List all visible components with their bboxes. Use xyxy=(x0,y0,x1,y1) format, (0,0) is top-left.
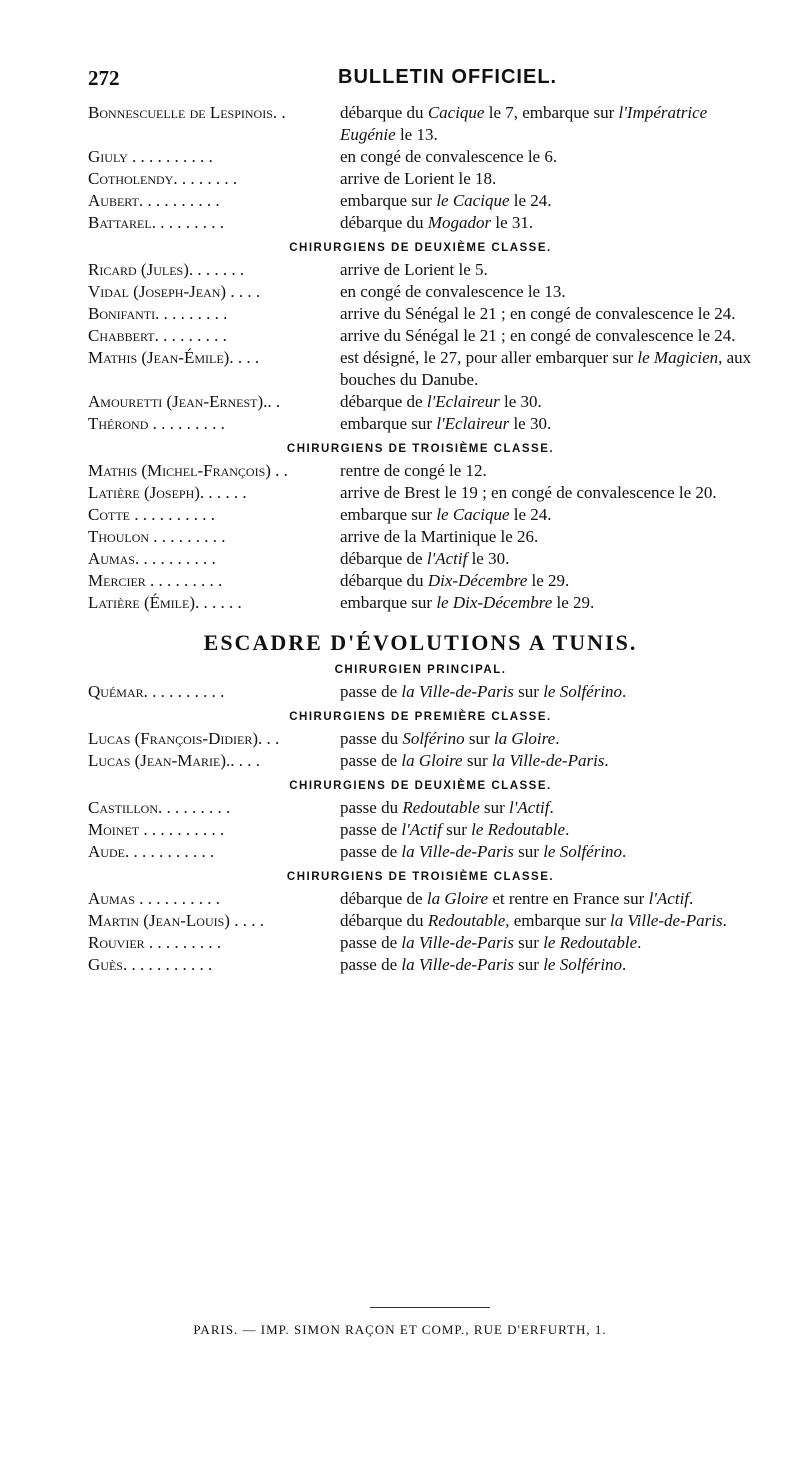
list-item xyxy=(88,750,753,772)
ship-name: le Cacique xyxy=(436,191,510,210)
text-run: . xyxy=(555,729,560,748)
assignment-text xyxy=(340,954,753,976)
text-run: sur xyxy=(441,820,472,839)
surgeon-name: Mathis (Michel-François) . . xyxy=(88,461,288,480)
page-content xyxy=(88,102,753,976)
text-run: rentre de congé le 12. xyxy=(340,461,487,480)
assignment-text xyxy=(340,526,753,548)
text-run: . xyxy=(689,889,694,908)
text-run: débarque de xyxy=(340,889,427,908)
ship-name: Redoutable xyxy=(402,798,480,817)
ship-name: l'Actif xyxy=(401,820,442,839)
page-number: 272 xyxy=(88,66,120,90)
text-run: le 30. xyxy=(509,414,552,433)
surgeon-name: Lucas (Jean-Marie).. . . . xyxy=(88,751,261,770)
text-run: arrive du Sénégal le 21 ; en congé de convalescence le 24. xyxy=(340,326,736,345)
list-item xyxy=(88,819,753,841)
text-run: . xyxy=(622,682,627,701)
surgeon-name: Thoulon . . . . . . . . . xyxy=(88,527,226,546)
list-item xyxy=(88,504,753,526)
text-run: en congé de convalescence le 6. xyxy=(340,147,558,166)
text-run: le 29. xyxy=(527,571,570,590)
text-run: . xyxy=(622,842,627,861)
text-run: sur xyxy=(513,933,544,952)
list-item xyxy=(88,681,753,703)
assignment-text xyxy=(340,190,753,212)
ship-name: Mogador xyxy=(427,213,492,232)
text-run: en congé de convalescence le 13. xyxy=(340,282,566,301)
text-run: , aux bouches du Danube. xyxy=(340,348,752,389)
list-item xyxy=(88,102,753,146)
text-run: débarque du xyxy=(340,911,428,930)
surgeon-name: Latière (Joseph). . . . . . xyxy=(88,483,247,502)
text-run: passe de xyxy=(340,842,402,861)
ship-name: la Ville-de-Paris xyxy=(401,842,514,861)
ship-name: le Cacique xyxy=(436,505,510,524)
ship-name: l'Actif xyxy=(509,798,550,817)
text-run: . xyxy=(622,955,627,974)
text-run: le 7, embarque sur xyxy=(484,103,619,122)
text-run: débarque du xyxy=(340,103,428,122)
text-run: embarque sur xyxy=(340,593,437,612)
list-item xyxy=(88,526,753,548)
footer-rule xyxy=(370,1307,490,1308)
text-run: sur xyxy=(513,955,544,974)
assignment-text xyxy=(340,391,753,413)
text-run: le 31. xyxy=(491,213,534,232)
text-run: . xyxy=(722,911,727,930)
ship-name: le Redoutable xyxy=(471,820,566,839)
surgeon-name: Mercier . . . . . . . . . xyxy=(88,571,223,590)
list-item xyxy=(88,281,753,303)
assignment-text xyxy=(340,504,753,526)
list-item xyxy=(88,570,753,592)
text-run: sur xyxy=(464,729,494,748)
text-run: le 30. xyxy=(499,392,542,411)
surgeon-name: Giuly . . . . . . . . . . xyxy=(88,147,213,166)
list-item xyxy=(88,212,753,234)
surgeon-name: Rouvier . . . . . . . . . xyxy=(88,933,222,952)
surgeon-name: Aumas . . . . . . . . . . xyxy=(88,889,220,908)
list-item xyxy=(88,888,753,910)
page-header xyxy=(88,66,748,96)
list-item xyxy=(88,932,753,954)
list-item xyxy=(88,146,753,168)
list-item xyxy=(88,548,753,570)
text-run: sur xyxy=(513,842,544,861)
assignment-text xyxy=(340,146,753,168)
surgeon-name: Cotte . . . . . . . . . . xyxy=(88,505,215,524)
text-run: passe de xyxy=(340,955,402,974)
list-item xyxy=(88,797,753,819)
surgeon-name: Castillon. . . . . . . . . xyxy=(88,798,231,817)
text-run: arrive de la Martinique le 26. xyxy=(340,527,539,546)
ship-name: la Ville-de-Paris xyxy=(401,933,514,952)
surgeon-name: Guès. . . . . . . . . . . xyxy=(88,955,213,974)
assignment-text xyxy=(340,819,753,841)
text-run: . xyxy=(637,933,642,952)
assignment-text xyxy=(340,888,753,910)
text-run: débarque de xyxy=(340,549,427,568)
ship-name: la Gloire xyxy=(493,729,556,748)
text-run: arrive de Lorient le 18. xyxy=(340,169,497,188)
text-run: . xyxy=(604,751,609,770)
text-run: est désigné, le 27, pour aller embarquer sur xyxy=(340,348,638,367)
text-run: . xyxy=(549,798,554,817)
assignment-text xyxy=(340,548,753,570)
ship-name: l'Actif xyxy=(426,549,468,568)
ship-name: la Ville-de-Paris xyxy=(610,911,723,930)
assignment-text xyxy=(340,281,753,303)
list-item xyxy=(88,347,753,391)
assignment-text xyxy=(340,570,753,592)
assignment-text xyxy=(340,102,753,146)
ship-name: Cacique xyxy=(427,103,485,122)
list-item xyxy=(88,303,753,325)
list-item xyxy=(88,841,753,863)
ship-name: la Ville-de-Paris xyxy=(401,682,514,701)
surgeon-name: Bonnescuelle de Lespinois. . xyxy=(88,103,286,122)
list-item xyxy=(88,592,753,614)
ship-name: le Magicien xyxy=(637,348,719,367)
surgeon-name: Quémar. . . . . . . . . . xyxy=(88,682,225,701)
assignment-text xyxy=(340,592,753,614)
surgeon-name: Moinet . . . . . . . . . . xyxy=(88,820,225,839)
list-item xyxy=(88,910,753,932)
surgeon-name: Battarel. . . . . . . . . xyxy=(88,213,224,232)
assignment-text xyxy=(340,303,753,325)
surgeon-name: Mathis (Jean-Émile). . . . xyxy=(88,348,260,367)
text-run: arrive de Brest le 19 ; en congé de convalescence le 20. xyxy=(340,483,717,502)
list-item xyxy=(88,168,753,190)
list-item xyxy=(88,325,753,347)
surgeon-name: Lucas (François-Didier). . . xyxy=(88,729,280,748)
assignment-text xyxy=(340,841,753,863)
ship-name: la Ville-de-Paris xyxy=(491,751,605,770)
text-run: le 24. xyxy=(509,191,552,210)
section-heading: CHIRURGIEN PRINCIPAL. xyxy=(334,664,507,676)
text-run: passe du xyxy=(340,729,403,748)
text-run: . xyxy=(565,820,570,839)
assignment-text xyxy=(340,212,753,234)
assignment-text xyxy=(340,325,753,347)
text-run: sur xyxy=(479,798,510,817)
assignment-text xyxy=(340,168,753,190)
list-item xyxy=(88,460,753,482)
text-run: embarque sur xyxy=(340,505,437,524)
imprint-footer: PARIS. — IMP. SIMON RAÇON ET COMP., RUE D'ERFURTH, 1. xyxy=(193,1322,607,1337)
surgeon-name: Aude. . . . . . . . . . . xyxy=(88,842,215,861)
major-heading: ESCADRE D'ÉVOLUTIONS A TUNIS. xyxy=(203,630,638,655)
assignment-text xyxy=(340,460,753,482)
surgeon-name: Cotholendy. . . . . . . . xyxy=(88,169,238,188)
text-run: le 29. xyxy=(552,593,595,612)
text-run: embarque sur xyxy=(340,414,437,433)
ship-name: le Solférino xyxy=(543,682,623,701)
list-item xyxy=(88,728,753,750)
ship-name: le Redoutable xyxy=(543,933,638,952)
ship-name: Solférino xyxy=(402,729,465,748)
text-run: passe de xyxy=(340,682,402,701)
text-run: embarque sur xyxy=(340,191,437,210)
surgeon-name: Vidal (Joseph-Jean) . . . . xyxy=(88,282,261,301)
text-run: sur xyxy=(513,682,544,701)
text-run: passe de xyxy=(340,751,402,770)
ship-name: la Gloire xyxy=(401,751,463,770)
assignment-text xyxy=(340,797,753,819)
list-item xyxy=(88,482,753,504)
assignment-text xyxy=(340,482,753,504)
list-item xyxy=(88,954,753,976)
text-run: arrive de Lorient le 5. xyxy=(340,260,488,279)
text-run: , embarque sur xyxy=(505,911,611,930)
ship-name: Dix-Décembre xyxy=(427,571,528,590)
ship-name: le Dix-Décembre xyxy=(436,593,553,612)
surgeon-name: Aubert. . . . . . . . . . xyxy=(88,191,220,210)
surgeon-name: Martin (Jean-Louis) . . . . xyxy=(88,911,264,930)
ship-name: la Gloire xyxy=(426,889,489,908)
text-run: débarque du xyxy=(340,571,428,590)
surgeon-name: Latière (Émile). . . . . . xyxy=(88,593,242,612)
ship-name: l'Eclaireur xyxy=(436,414,510,433)
section-heading: CHIRURGIENS DE DEUXIÈME CLASSE. xyxy=(289,242,552,254)
ship-name: le Solférino xyxy=(543,842,623,861)
list-item xyxy=(88,413,753,435)
text-run: débarque de xyxy=(340,392,427,411)
text-run: arrive du Sénégal le 21 ; en congé de convalescence le 24. xyxy=(340,304,736,323)
ship-name: le Solférino xyxy=(543,955,623,974)
text-run: passe de xyxy=(340,933,402,952)
text-run: le 24. xyxy=(509,505,552,524)
running-title: BULLETIN OFFICIEL. xyxy=(338,66,558,88)
assignment-text xyxy=(340,413,753,435)
ship-name: l'Actif xyxy=(648,889,690,908)
ship-name: l'Impératrice Eugénie xyxy=(340,103,708,144)
text-run: passe du xyxy=(340,798,403,817)
section-heading: CHIRURGIENS DE DEUXIÈME CLASSE. xyxy=(289,780,552,792)
list-item xyxy=(88,391,753,413)
list-item xyxy=(88,259,753,281)
text-run: le 30. xyxy=(467,549,510,568)
text-run: débarque du xyxy=(340,213,428,232)
text-run: et rentre en France sur xyxy=(488,889,649,908)
text-run: passe de xyxy=(340,820,402,839)
surgeon-name: Bonifanti. . . . . . . . . xyxy=(88,304,228,323)
section-heading: CHIRURGIENS DE TROISIÈME CLASSE. xyxy=(286,443,555,455)
surgeon-name: Aumas. . . . . . . . . . xyxy=(88,549,216,568)
assignment-text xyxy=(340,681,753,703)
ship-name: la Ville-de-Paris xyxy=(401,955,514,974)
assignment-text xyxy=(340,728,753,750)
surgeon-name: Thérond . . . . . . . . . xyxy=(88,414,225,433)
section-heading: CHIRURGIENS DE PREMIÈRE CLASSE. xyxy=(289,711,552,723)
assignment-text xyxy=(340,750,753,772)
list-item xyxy=(88,190,753,212)
assignment-text xyxy=(340,932,753,954)
ship-name: l'Eclaireur xyxy=(426,392,500,411)
text-run: le 13. xyxy=(395,125,438,144)
surgeon-name: Amouretti (Jean-Ernest).. . xyxy=(88,392,281,411)
surgeon-name: Ricard (Jules). . . . . . . xyxy=(88,260,245,279)
assignment-text xyxy=(340,910,753,932)
assignment-text xyxy=(340,347,753,391)
text-run: sur xyxy=(462,751,492,770)
assignment-text xyxy=(340,259,753,281)
ship-name: Redoutable xyxy=(427,911,506,930)
surgeon-name: Chabbert. . . . . . . . . xyxy=(88,326,227,345)
section-heading: CHIRURGIENS DE TROISIÈME CLASSE. xyxy=(286,871,555,883)
